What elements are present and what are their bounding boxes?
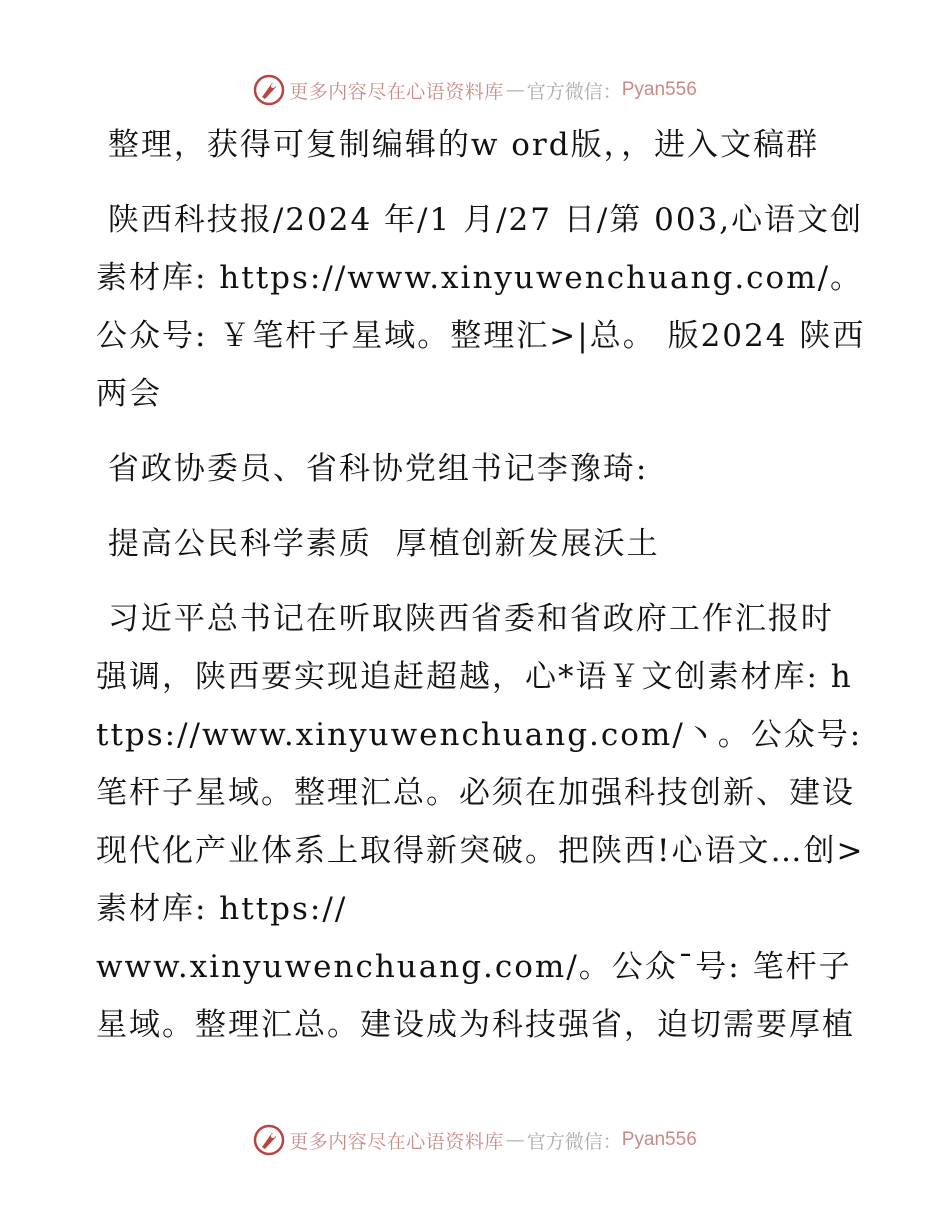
banner-slogan: 更多内容尽在心语资料库 [289, 1130, 504, 1153]
footer-banner [0, 1118, 950, 1162]
header-banner [0, 68, 950, 112]
paragraph-body: 习近平总书记在听取陕西省委和省政府工作汇报时强调，陕西要实现追赶超越，心*语￥文创素材库: https://www.xinyuwenchuang.com/丶。公众号: 笔杆子星域。整理汇总。必须在加强科技创新、建设现代化产业体系上取得新突破。把陕西!心语文…创>素材库: https:// www.xinyuwenchuang.com/。公众¯号: 笔杆子星域。整理汇总。建设成为科技强省，迫切需要厚植 [96, 601, 865, 1043]
banner-wechat-label: 官方微信： [526, 80, 622, 103]
paragraph-byline: 省政协委员、省科协党组书记李豫琦: [96, 451, 649, 487]
banner-wechat-label: 官方微信： [526, 1130, 622, 1153]
paragraph-source: 陕西科技报/2024 年/1 月/27 日/第 003,心语文创素材库: https://www.xinyuwenchuang.com/。公众号: ￥笔杆子星域。整理汇>|总。 版2024 陕西两会 [96, 202, 866, 412]
banner-wechat-id: Pyan556 [621, 79, 697, 100]
article-title: 提高公民科学素质 厚植创新发展沃土 [96, 526, 660, 562]
document-body [96, 116, 866, 1071]
pen-nib-logo-icon [253, 1124, 285, 1156]
banner-dash: — [505, 79, 525, 101]
banner-dash: — [505, 1129, 525, 1151]
paragraph-intro: 整理，获得可复制编辑的w ord版，，进入文稿群 [96, 127, 820, 163]
banner-slogan: 更多内容尽在心语资料库 [289, 80, 504, 103]
pen-nib-logo-icon [253, 74, 285, 106]
banner-wechat-id: Pyan556 [621, 1129, 697, 1150]
